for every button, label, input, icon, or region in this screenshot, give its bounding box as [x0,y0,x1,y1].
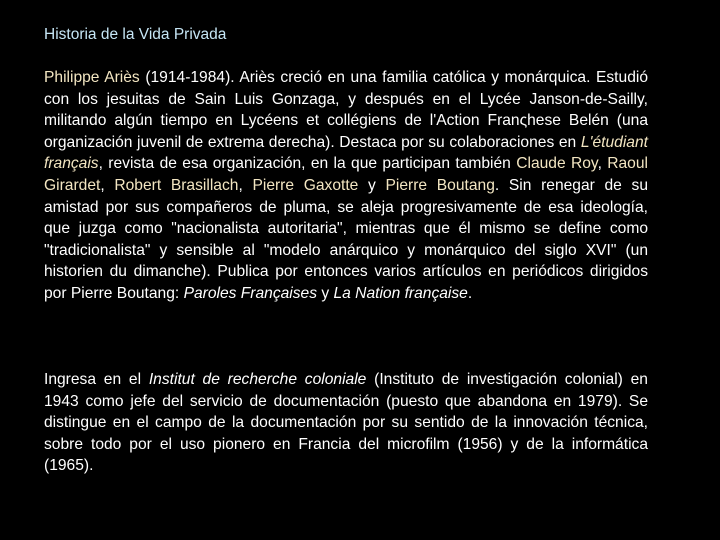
page-title: Historia de la Vida Privada [44,26,227,43]
paragraph-text: (Instituto de investigación colonial) en 1943 como jefe del servicio de documentación (puesto que abandona en 1979). Se distingue en el campo de la documentación por su sentido de la innovación técnica, sobre todo por el uso pionero en Francia del microfilm (1956) y de la informática (1965). [44,371,648,475]
subject-name: Philippe Ariès [44,69,140,86]
publication-title: La Nation française [333,284,468,302]
biography-paragraph [44,67,648,305]
person-name: Raoul Girardet [44,155,648,194]
paragraph-text: Ingresa en el [44,371,149,388]
journal-title: L'étudiant français [44,133,648,173]
separator: y [358,176,386,194]
separator: , [100,176,115,194]
paragraph-text: . [467,284,473,302]
publication-title: Paroles Françaises [183,284,318,302]
person-name: Pierre Gaxotte [252,176,359,194]
paragraph-text: . Sin renegar de su amistad por sus compañeros de pluma, se aleja progresivamente de esa ideología, que juzga como "nacionalista autoritaria", mientras que él mismo se define como "tradicionalista" y sensible al "modelo anárquico y monárquico del siglo XVI" (un historien du dimanche). Publica por entonces varios artículos en periódicos dirigidos por Pierre Boutang: [44,176,649,302]
person-name: Pierre Boutang [385,176,495,194]
separator: , [238,176,253,194]
career-paragraph [44,369,648,477]
separator: , [597,155,608,173]
paragraph-text: , revista de esa organización, en la que participan también [98,155,517,173]
paragraph-text: y [317,284,334,302]
person-name: Robert Brasillach [114,176,239,194]
person-name: Claude Roy [516,155,598,173]
institute-name: Institut de recherche coloniale [148,371,367,388]
paragraph-text: (1914-1984). Ariès creció en una familia católica y monárquica. Estudió con los jesuitas de Sain Luis Gonzaga, y después en el Lycée Janson-de-Sailly, militando algún tiempo en Lycéens et collégiens de l'Action Franςhese Belén (una organización juvenil de extrema derecha). Destaca por su colaboraciones en [44,69,649,151]
